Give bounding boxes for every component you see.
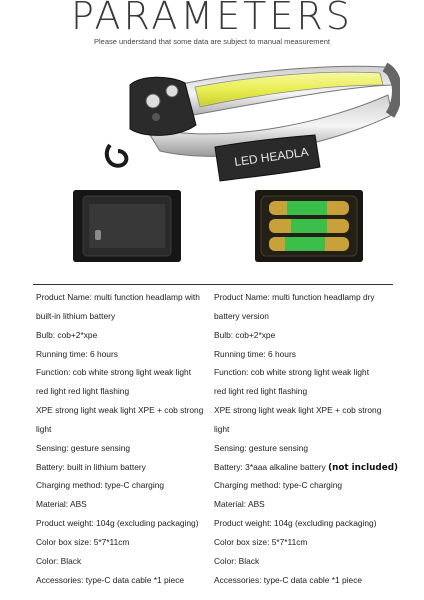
spec-right: Color: Black: [214, 555, 260, 566]
spec-right: Bulb: cob+2*xpe: [214, 329, 276, 340]
spec-left: Product Name: multi function headlamp with: [36, 292, 200, 302]
spec-right: Product Name: multi function headlamp dry: [214, 292, 375, 302]
spec-row: [36, 439, 406, 458]
spec-left: Product weight: 104g (excluding packaging): [36, 518, 199, 529]
spec-right: XPE strong light weak light XPE + cob strong: [214, 405, 382, 416]
spec-row: [36, 401, 406, 420]
aaa-battery-photo: [255, 190, 363, 262]
spec-right: Sensing: gesture sensing: [214, 442, 309, 453]
spec-row: [36, 458, 406, 477]
spec-right: Accessories: type-C data cable *1 piece: [214, 574, 363, 585]
spec-row: [36, 476, 406, 495]
spec-row: [36, 326, 406, 345]
headlamp-logo-text: LED HEADLA: [233, 144, 310, 169]
headlamp-image: [100, 55, 400, 190]
spec-left: Accessories: type-C data cable *1 piece: [36, 574, 185, 585]
spec-right: Battery: 3*aaa alkaline battery: [214, 461, 326, 472]
spec-row: [36, 288, 406, 307]
spec-right: Charging method: type-C charging: [214, 480, 343, 491]
spec-left: Battery: built in lithium battery: [36, 461, 146, 472]
spec-right: Running time: 6 hours: [214, 348, 296, 359]
spec-left: Color: Black: [36, 555, 82, 566]
spec-left: Sensing: gesture sensing: [36, 442, 131, 453]
table-divider: [33, 284, 393, 285]
spec-right: Function: cob white strong light weak light: [214, 367, 370, 378]
spec-row: [36, 571, 406, 590]
spec-row: [36, 420, 406, 439]
spec-row: [36, 363, 406, 382]
spec-table: [36, 288, 406, 590]
spec-left: red light red light flashing: [36, 386, 130, 397]
spec-right: Product weight: 104g (excluding packaging): [214, 518, 377, 529]
spec-left: light: [36, 423, 52, 434]
spec-left: Material: ABS: [36, 499, 87, 510]
not-included-note: (not included): [328, 462, 399, 473]
spec-right: battery version: [214, 310, 269, 321]
spec-row: [36, 514, 406, 533]
spec-left: Color box size: 5*7*11cm: [36, 536, 130, 547]
page-subtitle: Please understand that some data are subject to manual measurement: [94, 37, 330, 46]
spec-left: Running time: 6 hours: [36, 348, 118, 359]
spec-left: Bulb: cob+2*xpe: [36, 329, 98, 340]
spec-row: [36, 382, 406, 401]
spec-right-with-note: [214, 458, 398, 478]
spec-right: light: [214, 423, 230, 434]
spec-left: built-in lithium battery: [36, 310, 116, 321]
spec-left: Charging method: type-C charging: [36, 480, 165, 491]
spec-right: Material: ABS: [214, 499, 265, 510]
spec-row: [36, 345, 406, 364]
spec-left: XPE strong light weak light XPE + cob strong: [36, 405, 204, 416]
spec-row: [36, 533, 406, 552]
spec-row: [36, 495, 406, 514]
spec-row: [36, 552, 406, 571]
page-title: PARAMETERS: [71, 0, 353, 38]
spec-left: Function: cob white strong light weak light: [36, 367, 192, 378]
spec-right: red light red light flashing: [214, 386, 308, 397]
spec-right: Color box size: 5*7*11cm: [214, 536, 308, 547]
spec-row: [36, 307, 406, 326]
lithium-battery-photo: [73, 190, 181, 262]
